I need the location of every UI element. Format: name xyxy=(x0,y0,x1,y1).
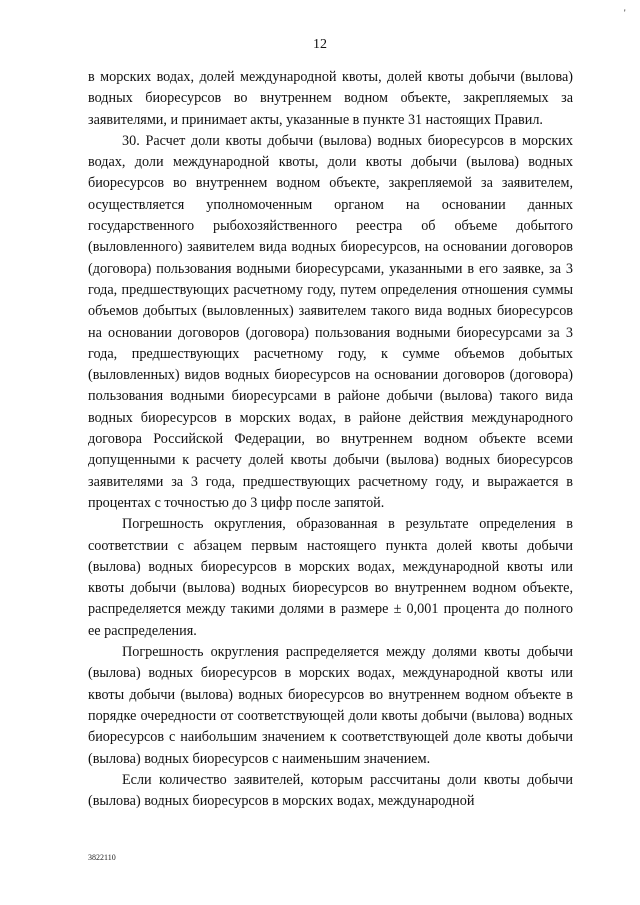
page-number: 12 xyxy=(313,37,327,52)
paragraph-applicants-count: Если количество заявителей, которым рассчитаны доли квоты добычи (вылова) водных биоресурсов в морских водах, международной xyxy=(88,771,573,810)
paragraph-item-30: 30. Расчет доли квоты добычи (вылова) водных биоресурсов в морских водах, доли международной квоты, доли квоты добычи (вылова) водных биоресурсов во внутреннем водном объекте, закрепляемой за заявителем, осуществляется уполномоченным органом на основании данных государственного рыбохозяйственного реестра об объеме добытого (выловленного) заявителем вида водных биоресурсов, на основании договоров (договора) пользования водными биоресурсами, указанными в его заявке, за 3 года, предшествующих расчетному году, путем определения отношения суммы объемов добытых (выловленных) заявителем такого вида водных биоресурсов на основании договоров (договора) пользования водными биоресурсами за 3 года, предшествующих расчетному году, к сумме объемов добытых (выловленных) видов водных биоресурсов на основании договоров (договора) пользования водными биоресурсами в районе добычи (вылова) такого вида водных биоресурсов в морских водах, в районе действия международного договора Российской Федерации, во внутреннем водном объекте всеми допущенными к расчету долей квоты добычи (вылова) водных биоресурсов заявителями за 3 года, предшествующих расчетному году, и выражается в процентах с точностью до 3 цифр после запятой. xyxy=(88,132,573,511)
document-code: 3822110 xyxy=(88,853,116,862)
paragraph-rounding-error: Погрешность округления, образованная в результате определения в соответствии с абзацем первым настоящего пункта долей квоты добычи (вылова) водных биоресурсов в морских водах, международной квоты или квоты добычи (вылова) водных биоресурсов во внутреннем водном объекте, распределяется между такими долями в размере ± 0,001 процента до полного ее распределения. xyxy=(88,516,573,639)
document-body xyxy=(88,67,573,812)
corner-mark: ' xyxy=(624,8,626,18)
paragraph-rounding-distribution: Погрешность округления распределяется между долями квоты добычи (вылова) водных биоресурсов в морских водах, международной квоты или квоты добычи (вылова) водных биоресурсов во внутреннем водном объекте в порядке очередности от соответствующей доли квоты добычи (вылова) водных биоресурсов с наибольшим значением к соответствующей доле квоты добычи (вылова) водных биоресурсов с наименьшим значением. xyxy=(88,644,573,767)
paragraph-continuation: в морских водах, долей международной квоты, долей квоты добычи (вылова) водных биоресурсов во внутреннем водном объекте, закрепляемых за заявителями, и принимает акты, указанные в пункте 31 настоящих Правил. xyxy=(88,69,573,128)
